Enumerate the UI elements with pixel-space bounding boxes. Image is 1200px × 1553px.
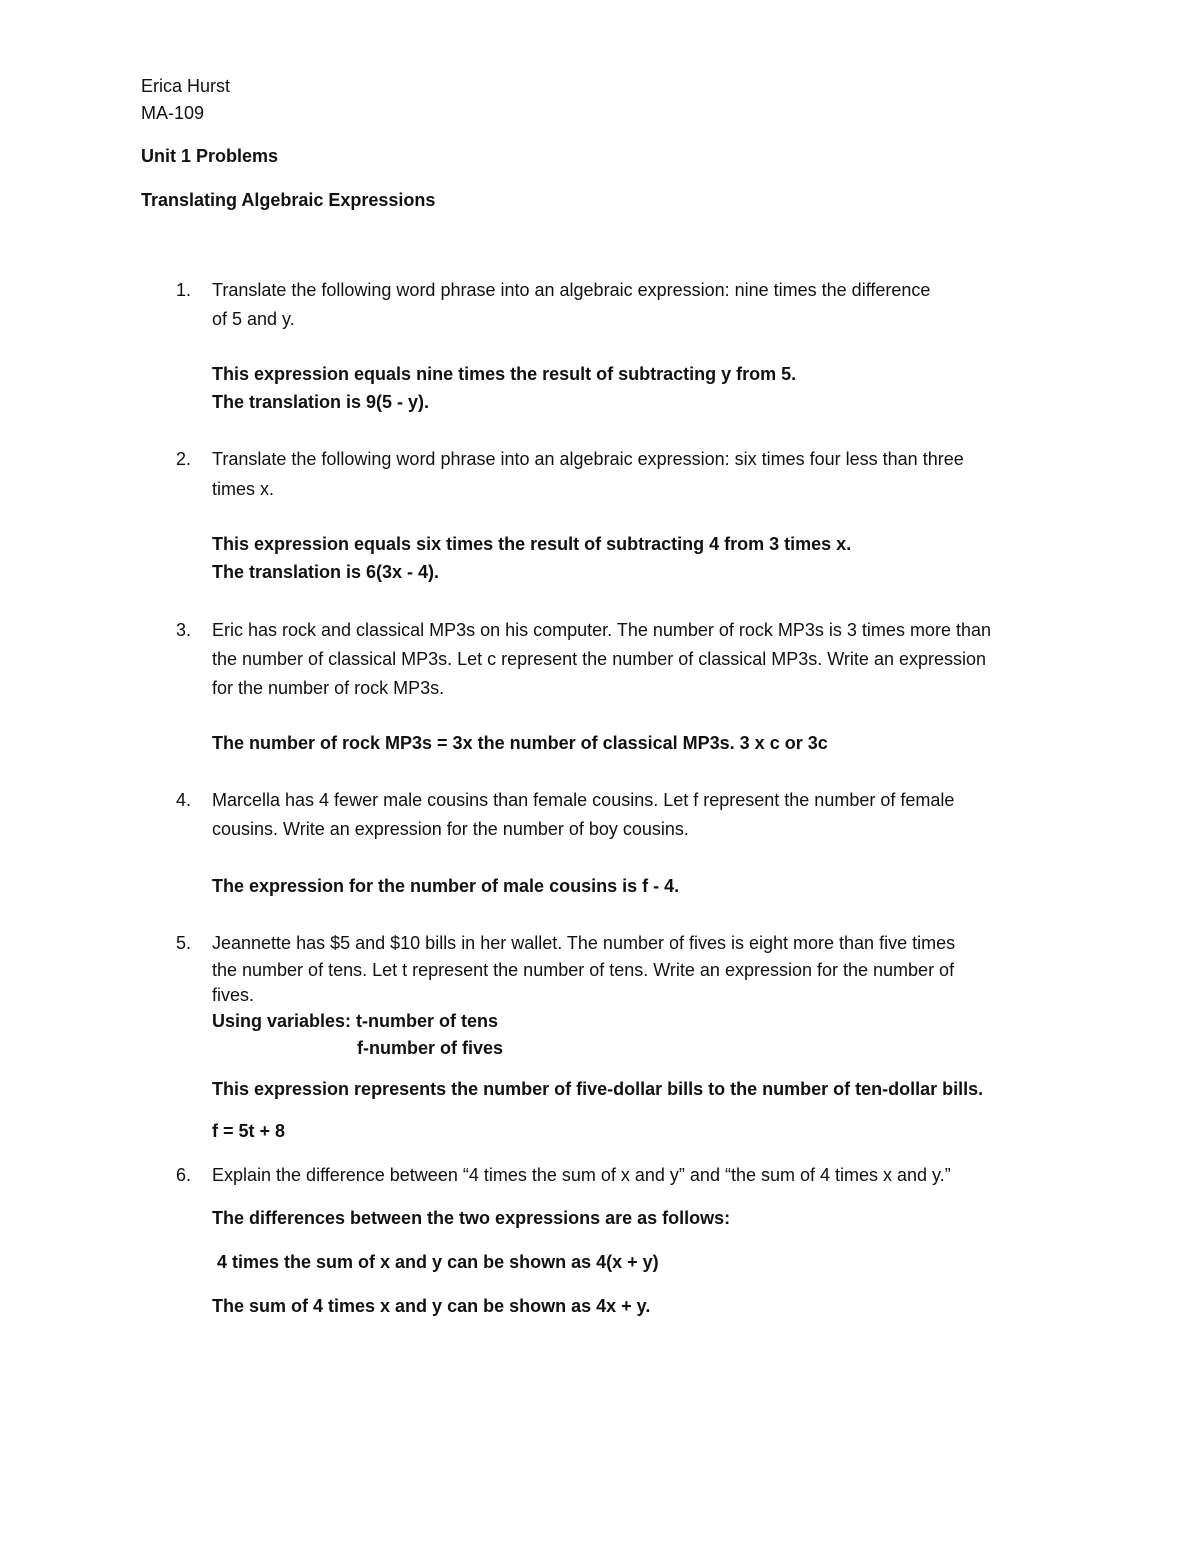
answer-line: The translation is 9(5 - y). — [212, 392, 430, 412]
answer-line: The sum of 4 times x and y can be shown as 4x + y. — [212, 1296, 651, 1316]
problem-number: 5. — [176, 933, 192, 953]
question-line: Eric has rock and classical MP3s on his computer. The number of rock MP3s is 3 times more than — [212, 620, 991, 640]
question-line: Jeannette has $5 and $10 bills in her wallet. The number of fives is eight more than five times — [212, 933, 956, 953]
problem-number: 6. — [176, 1165, 192, 1185]
question-line: Explain the difference between “4 times the sum of x and y” and “the sum of 4 times x and y.” — [212, 1165, 951, 1185]
problem-number: 4. — [176, 790, 192, 810]
answer-line: This expression equals six times the result of subtracting 4 from 3 times x. — [212, 534, 852, 554]
question-line: times x. — [212, 479, 275, 499]
question-line: for the number of rock MP3s. — [212, 678, 445, 698]
unit-title: Unit 1 Problems — [141, 146, 279, 166]
question-line: the number of tens. Let t represent the number of tens. Write an expression for the number of — [212, 960, 955, 980]
variables-line: Using variables: t-number of tens — [212, 1011, 499, 1031]
question-line: cousins. Write an expression for the number of boy cousins. — [212, 819, 689, 839]
question-line: Marcella has 4 fewer male cousins than female cousins. Let f represent the number of female — [212, 790, 955, 810]
answer-line: The number of rock MP3s = 3x the number of classical MP3s. 3 x c or 3c — [212, 733, 828, 753]
question-line: of 5 and y. — [212, 309, 295, 329]
answer-line: The translation is 6(3x - 4). — [212, 562, 440, 582]
answer-line: The expression for the number of male cousins is f - 4. — [212, 876, 680, 896]
question-line: the number of classical MP3s. Let c represent the number of classical MP3s. Write an expression — [212, 649, 987, 669]
problem-number: 3. — [176, 620, 192, 640]
question-line: Translate the following word phrase into an algebraic expression: nine times the difference — [212, 280, 931, 300]
answer-line: This expression represents the number of five-dollar bills to the number of ten-dollar bills. — [212, 1079, 984, 1099]
answer-line: The differences between the two expressions are as follows: — [212, 1208, 731, 1228]
answer-line: 4 times the sum of x and y can be shown as 4(x + y) — [212, 1252, 659, 1272]
question-line: Translate the following word phrase into an algebraic expression: six times four less than three — [212, 449, 964, 469]
course-code: MA-109 — [141, 103, 205, 123]
section-title: Translating Algebraic Expressions — [141, 190, 436, 210]
question-line: fives. — [212, 985, 255, 1005]
author-name: Erica Hurst — [141, 76, 231, 96]
answer-line: This expression equals nine times the result of subtracting y from 5. — [212, 364, 797, 384]
answer-equation: f = 5t + 8 — [212, 1121, 286, 1141]
problem-number: 1. — [176, 280, 192, 300]
problem-number: 2. — [176, 449, 192, 469]
variables-line: f-number of fives — [357, 1038, 504, 1058]
